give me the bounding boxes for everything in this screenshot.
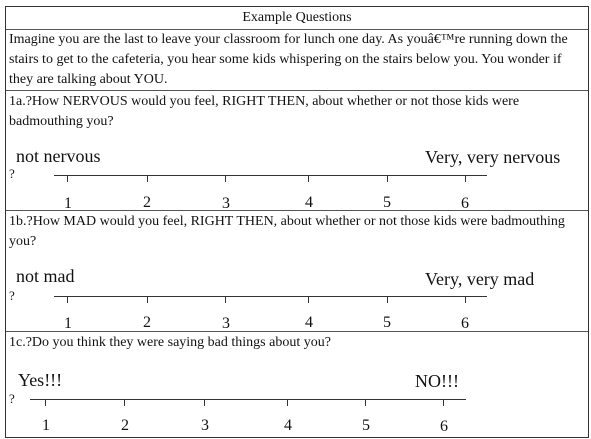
question-1a-option-4[interactable]: 4: [305, 194, 313, 211]
question-1a-option-3[interactable]: 3: [222, 195, 230, 212]
row-divider: [6, 90, 588, 91]
question-1c-right-anchor: NO!!!: [415, 371, 459, 391]
question-1c-scale-line: [30, 399, 466, 400]
question-1a-right-anchor: Very, very nervous: [425, 147, 561, 167]
question-1b-marker: ?: [9, 288, 15, 303]
question-1b-right-anchor: Very, very mad: [425, 269, 535, 289]
question-1c-tick: [443, 400, 444, 406]
question-1b-left-anchor: not mad: [16, 266, 75, 286]
question-1c-option-1[interactable]: 1: [42, 417, 50, 434]
question-1a-text: 1a.?How NERVOUS would you feel, RIGHT THEN, about whether or not those kids were badmouthing you?: [9, 94, 520, 129]
question-1a-tick: [67, 176, 68, 182]
question-1b-tick: [308, 297, 309, 303]
question-1b-tick: [67, 297, 68, 303]
question-1a-marker: ?: [9, 166, 15, 181]
question-1a-scale-line: [54, 175, 487, 176]
question-1c-tick: [124, 400, 125, 406]
question-1c-option-3[interactable]: 3: [201, 417, 209, 434]
question-1c-option-5[interactable]: 5: [362, 417, 370, 434]
table-title: Example Questions: [242, 10, 352, 25]
question-1b-option-3[interactable]: 3: [222, 315, 230, 332]
question-1a-left-anchor: not nervous: [16, 146, 101, 166]
question-1a-option-6[interactable]: 6: [461, 195, 469, 212]
question-1c-tick: [45, 400, 46, 406]
question-1c-option-4[interactable]: 4: [284, 417, 292, 434]
question-1b-tick: [387, 297, 388, 303]
row-divider: [6, 331, 588, 332]
question-1a-option-1[interactable]: 1: [64, 195, 72, 212]
questions-table: [5, 6, 589, 438]
question-1a-tick: [308, 176, 309, 182]
question-1c-tick: [287, 400, 288, 406]
question-1b-option-2[interactable]: 2: [143, 314, 151, 331]
question-1b-scale-line: [54, 296, 487, 297]
scenario-text: Imagine you are the last to leave your classroom for lunch one day. As youâ€™re running down the stairs to get to the cafeteria, you hear some kids whispering on the stairs below you. You wonder if they are talking about YOU.: [9, 32, 568, 87]
question-1b-tick: [225, 297, 226, 303]
question-1b-tick: [465, 297, 466, 303]
question-1c-option-2[interactable]: 2: [121, 417, 129, 434]
question-1b-option-6[interactable]: 6: [461, 315, 469, 332]
question-1a-tick: [465, 176, 466, 182]
question-1a-option-2[interactable]: 2: [143, 194, 151, 211]
question-1a-tick: [225, 176, 226, 182]
question-1c-marker: ?: [9, 391, 15, 406]
question-1c-tick: [365, 400, 366, 406]
question-1b-tick: [147, 297, 148, 303]
question-1c-left-anchor: Yes!!!: [18, 370, 63, 390]
question-1b-option-5[interactable]: 5: [383, 314, 391, 331]
question-1b-option-4[interactable]: 4: [305, 314, 313, 331]
question-1a-option-5[interactable]: 5: [383, 194, 391, 211]
row-divider: [6, 210, 588, 211]
question-1c-text: 1c.?Do you think they were saying bad things about you?: [9, 335, 331, 350]
question-1b-text: 1b.?How MAD would you feel, RIGHT THEN, about whether or not those kids were badmouthing you?: [9, 214, 565, 249]
question-1c-option-6[interactable]: 6: [440, 418, 448, 435]
question-1b-option-1[interactable]: 1: [64, 315, 72, 332]
question-1c-tick: [204, 400, 205, 406]
question-1a-tick: [387, 176, 388, 182]
question-1a-tick: [147, 176, 148, 182]
